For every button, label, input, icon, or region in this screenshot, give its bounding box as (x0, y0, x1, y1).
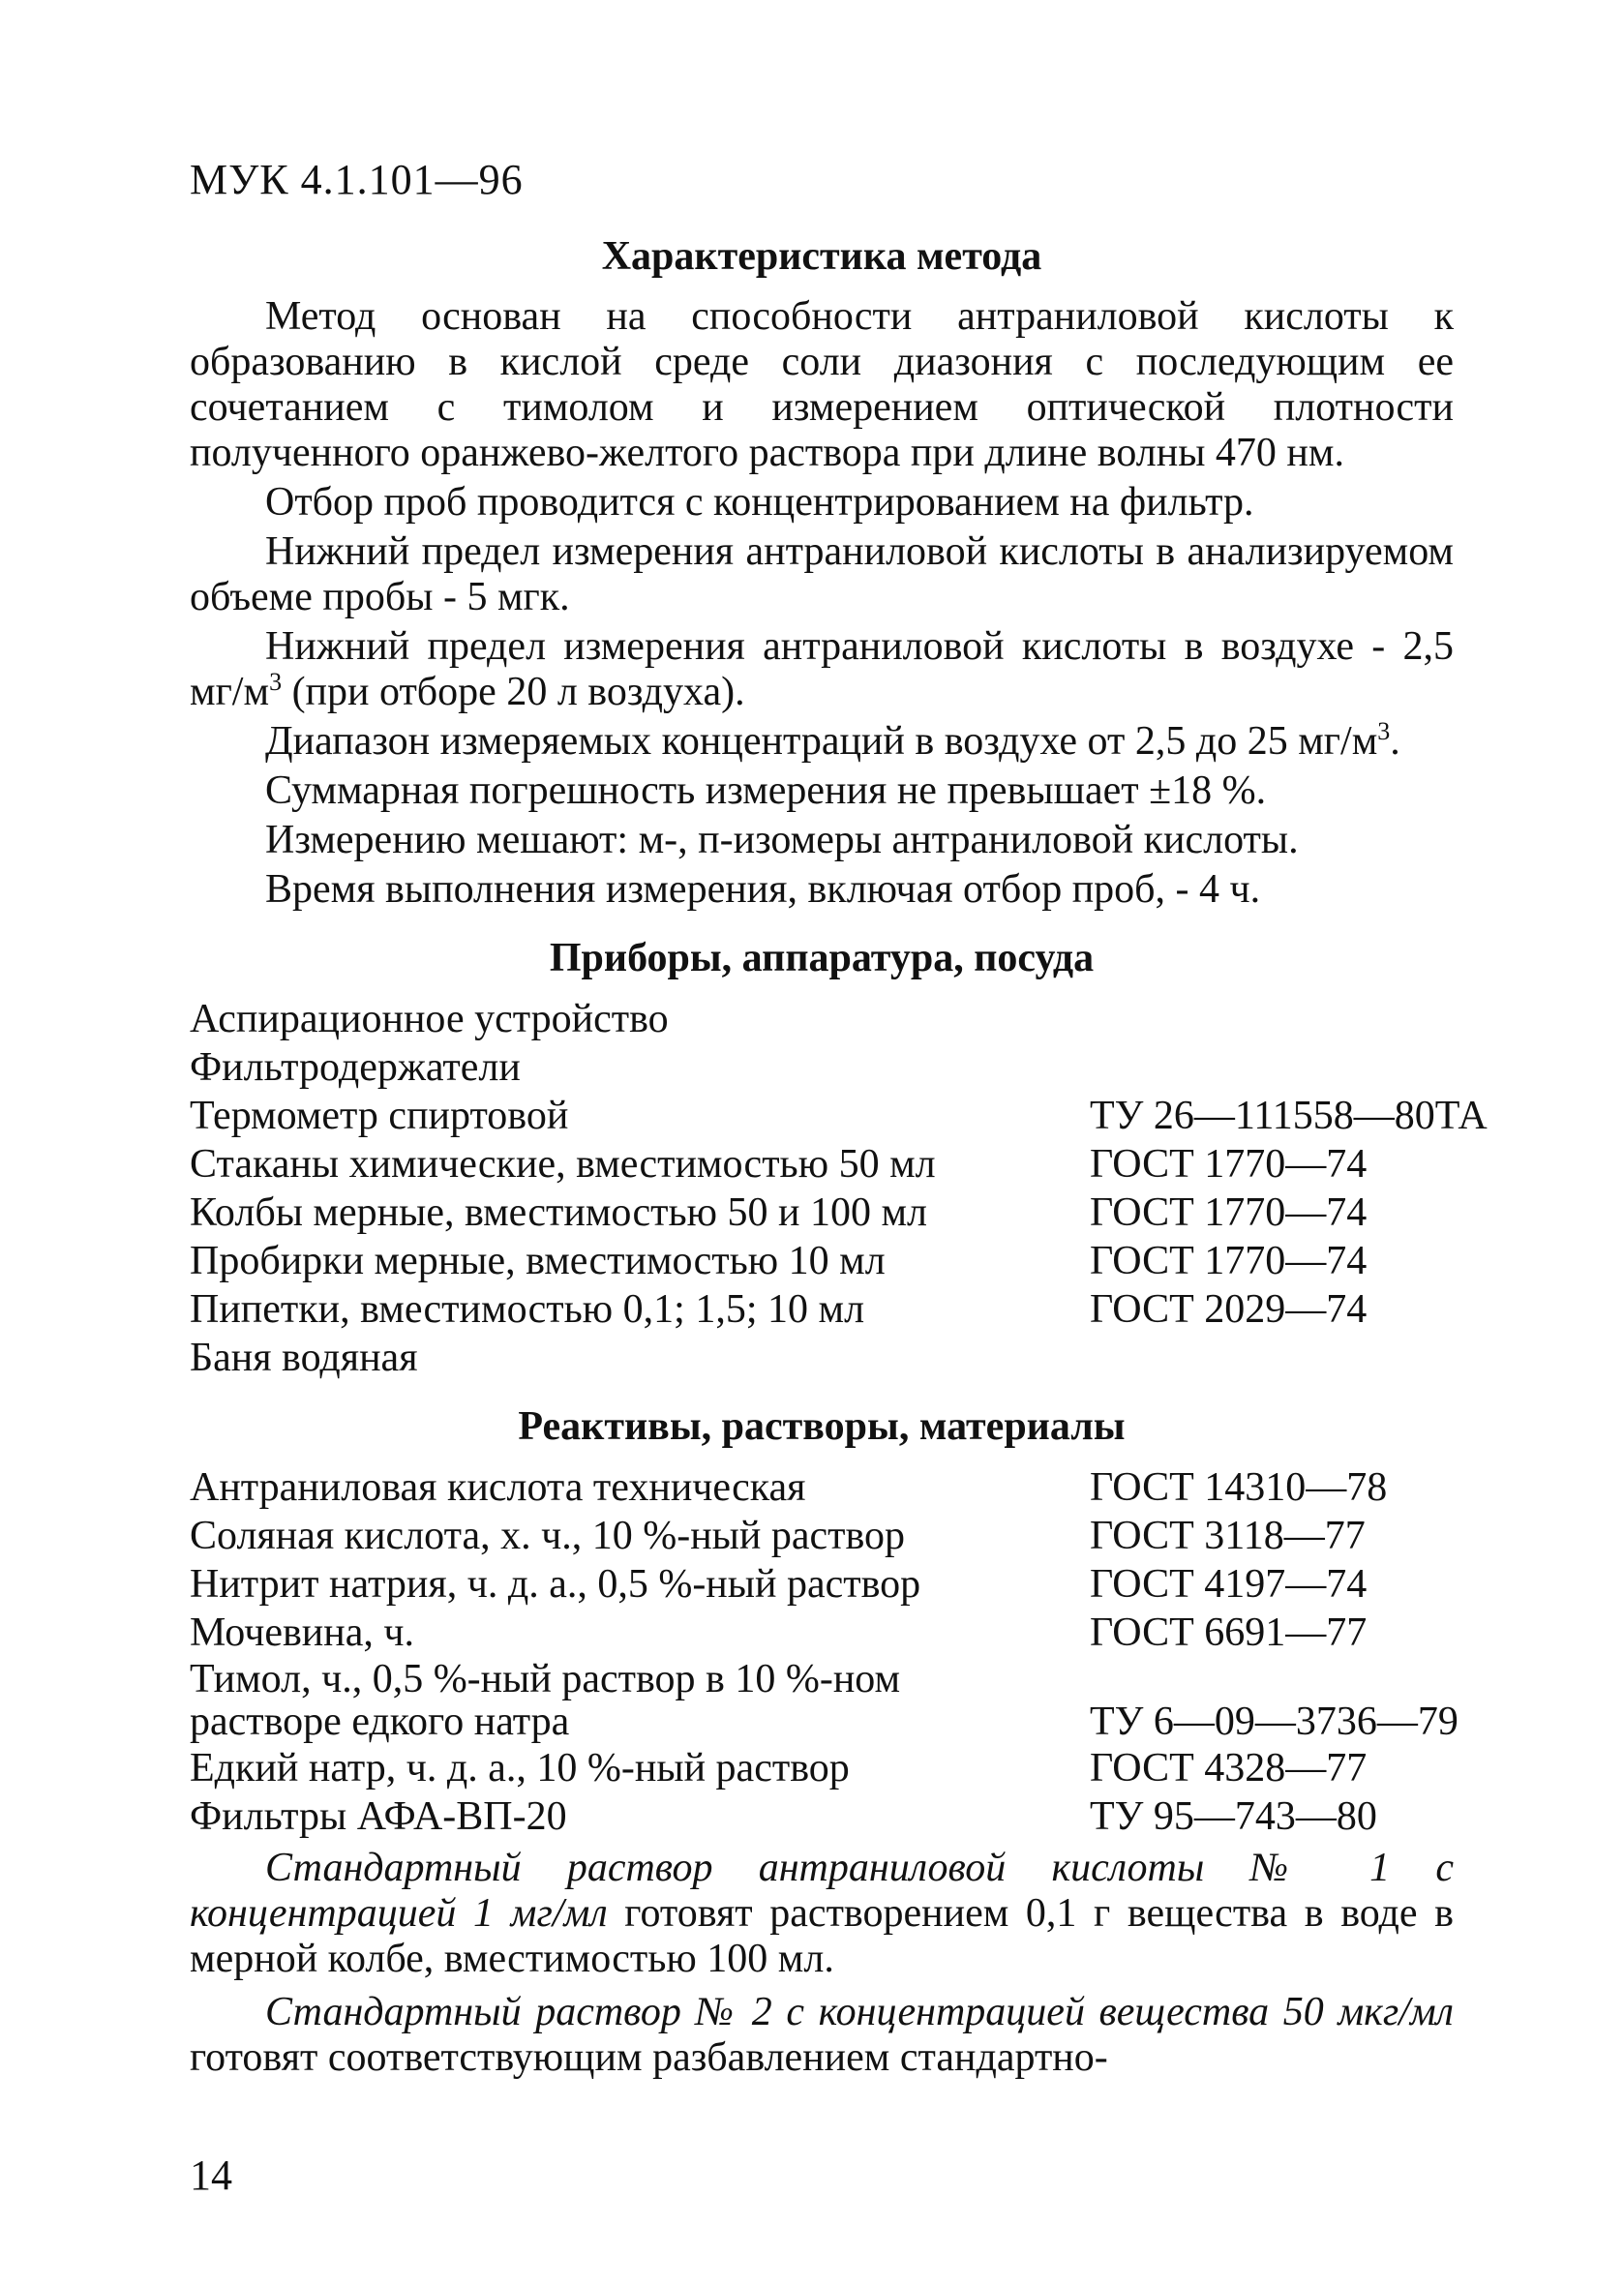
item-standard: ТУ 95—743—80 (1090, 1794, 1377, 1839)
item-name: Тимол, ч., 0,5 %-ный раствор в 10 %-ном растворе едкого натра (190, 1657, 901, 1744)
list-item (190, 1513, 1454, 1559)
list-item (190, 1189, 1454, 1236)
equipment-list (190, 996, 1488, 1381)
item-standard: ГОСТ 1770—74 (1090, 1239, 1368, 1283)
item-name: Пробирки мерные, вместимостью 10 мл (190, 1239, 886, 1283)
superscript: 3 (1377, 717, 1391, 745)
item-name: Колбы мерные, вместимостью 50 и 100 мл (190, 1190, 927, 1235)
item-standard: ГОСТ 14310—78 (1090, 1465, 1388, 1510)
list-item (190, 1793, 1454, 1840)
item-standard: ГОСТ 2029—74 (1090, 1287, 1368, 1332)
list-item (190, 996, 1454, 1042)
page-number: 14 (190, 2152, 232, 2199)
superscript: 3 (269, 668, 283, 696)
item-name: Соляная кислота, х. ч., 10 %-ный раствор (190, 1514, 906, 1558)
item-standard: ГОСТ 3118—77 (1090, 1514, 1366, 1558)
list-item (190, 1561, 1454, 1608)
paragraph-method: Метод основан на способности антраниловой кислоты к образованию в кислой среде соли диазония с последующим ее сочетанием с тимолом и измерением оптической плотности полученного оранжево-желтого раствора при длине волны 470 нм. (190, 294, 1454, 475)
text-fragment: (при отборе 20 л воздуха). (282, 670, 745, 714)
item-standard: ГОСТ 1770—74 (1090, 1190, 1368, 1235)
paragraph-range (190, 719, 1454, 765)
item-name: Нитрит натрия, ч. д. а., 0,5 %-ный раствор (190, 1562, 921, 1607)
section-title-equipment: Приборы, аппаратура, посуда (549, 936, 1095, 980)
item-standard: ТУ 6—09—3736—79 (1090, 1700, 1459, 1744)
list-item (190, 1610, 1454, 1656)
item-standard: ГОСТ 4197—74 (1090, 1562, 1368, 1607)
list-item (190, 1093, 1488, 1139)
paragraph-lower-limit-sample: Нижний предел измерения антраниловой кислоты в анализируемом объеме пробы - 5 мгк. (190, 529, 1454, 619)
paragraph-standard-solution-2 (190, 1990, 1454, 2081)
document-code: МУК 4.1.101—96 (190, 156, 524, 203)
text-fragment: . (1390, 719, 1400, 764)
list-item (190, 1464, 1454, 1511)
item-name: Антраниловая кислота техническая (190, 1465, 806, 1510)
paragraph-error: Суммарная погрешность измерения не превышает ±18 %. (265, 768, 1267, 813)
list-item (190, 1657, 1459, 1744)
item-standard: ГОСТ 1770—74 (1090, 1142, 1368, 1187)
item-standard: ГОСТ 6691—77 (1090, 1610, 1368, 1655)
list-item (190, 1335, 1454, 1381)
item-name: Стаканы химические, вместимостью 50 мл (190, 1142, 936, 1187)
item-name: Пипетки, вместимостью 0,1; 1,5; 10 мл (190, 1287, 865, 1332)
paragraph-sampling: Отбор проб проводится с концентрированием на фильтр. (265, 480, 1254, 525)
item-standard: ГОСТ 4328—77 (1090, 1746, 1368, 1790)
text-fragment: готовят растворением 0,1 г вещества в воде в мерной колбе, вместимостью 100 мл. (190, 1891, 1455, 1981)
italic-term: Стандартный раствор № 2 с концентрацией вещества 50 мкг/мл (265, 1990, 1454, 2034)
paragraph-lower-limit-air (190, 624, 1454, 715)
item-standard: ТУ 26—111558—80ТА (1090, 1094, 1488, 1138)
page-content (190, 221, 1488, 2081)
paragraph-interference: Измерению мешают: м-, п-изомеры антраниловой кислоты. (265, 818, 1299, 862)
item-name: Мочевина, ч. (190, 1610, 415, 1655)
italic-term: Стандартный раствор антраниловой кислоты № 1 с концентрацией 1 мг/мл (190, 1846, 1454, 1936)
section-title-reagents: Реактивы, растворы, материалы (518, 1404, 1126, 1449)
text-fragment: Нижний предел измерения антраниловой кислоты в воздухе - 2,5 мг/м (190, 624, 1454, 714)
text-fragment: Диапазон измеряемых концентраций в воздухе от 2,5 до 25 мг/м (265, 719, 1378, 764)
reagents-list (190, 1464, 1459, 1840)
paragraph-standard-solution-1 (190, 1846, 1454, 1982)
list-item (190, 1044, 1454, 1091)
item-name: Фильтры АФА-ВП-20 (190, 1794, 567, 1839)
item-name: Едкий натр, ч. д. а., 10 %-ный раствор (190, 1746, 850, 1790)
list-item (190, 1286, 1454, 1333)
text-fragment: готовят соответствующим разбавлением стандартно- (190, 2035, 1108, 2080)
list-item (190, 1745, 1454, 1791)
list-item (190, 1238, 1454, 1284)
item-name: Баня водяная (190, 1336, 418, 1380)
section-title-characteristics: Характеристика метода (601, 234, 1042, 279)
item-name: Аспирационное устройство (190, 997, 669, 1041)
item-name: Фильтродержатели (190, 1045, 521, 1090)
list-item (190, 1141, 1454, 1188)
paragraph-duration: Время выполнения измерения, включая отбор проб, - 4 ч. (265, 867, 1261, 912)
item-name: Термометр спиртовой (190, 1094, 569, 1138)
